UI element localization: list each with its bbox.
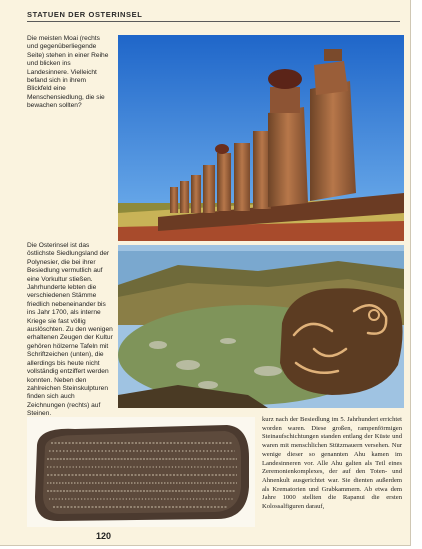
moai-illustration — [118, 35, 404, 241]
caption-island: Die Osterinsel ist das östlichste Siedlungsland der Polynesier, die bei ihrer Besiedlung vermutlich auf eine Vorkultur stießen. Jahrhunderte lebten die verschiedenen Stämme friedlich nebeneinander bis ins Jahr 1700, als interne Kriege sie fast völlig auslöschten. Zu den wenigen erhaltenen Zeugen der Kultur gehören hölzerne Tafeln mit Schriftzeichen (unten), die allerdings bis heute nicht vollständig entziffert werden konnten. Neben den zahlreichen Steinskulpturen finden sich auch Zeichnungen (rechts) auf Steinen. — [27, 242, 113, 418]
tablet-photo — [27, 417, 255, 527]
header-rule — [27, 21, 400, 22]
moai-photo — [118, 35, 404, 241]
tablet-illustration — [27, 417, 255, 527]
page-number: 120 — [96, 531, 112, 541]
body-text: kurz nach der Besiedlung im 5. Jahrhundert errichtet worden waren. Diese großen, rampenförmigen Steinaufschichtungen standen entlang der Küste und waren mit menschlichen Stützmauern versehen. Nur wenige dieser so genannten Ahu kamen im Landesinneren vor. Alle Ahu galten als Teil eines Zeremonienkomplexes, der auf den Toten- und Ahnenkult ausgerichtet war. Sie dienten außerdem als Krematorien und Grabkammern. Ab etwa dem Jahre 1000 stellten die Rapanui die ersten Kolossalfiguren darauf, — [262, 416, 402, 511]
crater-illustration — [118, 245, 404, 408]
crater-photo — [118, 245, 404, 408]
caption-moai: Die meisten Moai (rechts und gegenüberliegende Seite) stehen in einer Reihe und blicken ins Landesinnere. Vielleicht befand sich in ihrem Blickfeld eine Menschensiedlung, die sie bewachen sollten? — [27, 35, 109, 110]
section-header: STATUEN DER OSTERINSEL — [27, 10, 143, 19]
